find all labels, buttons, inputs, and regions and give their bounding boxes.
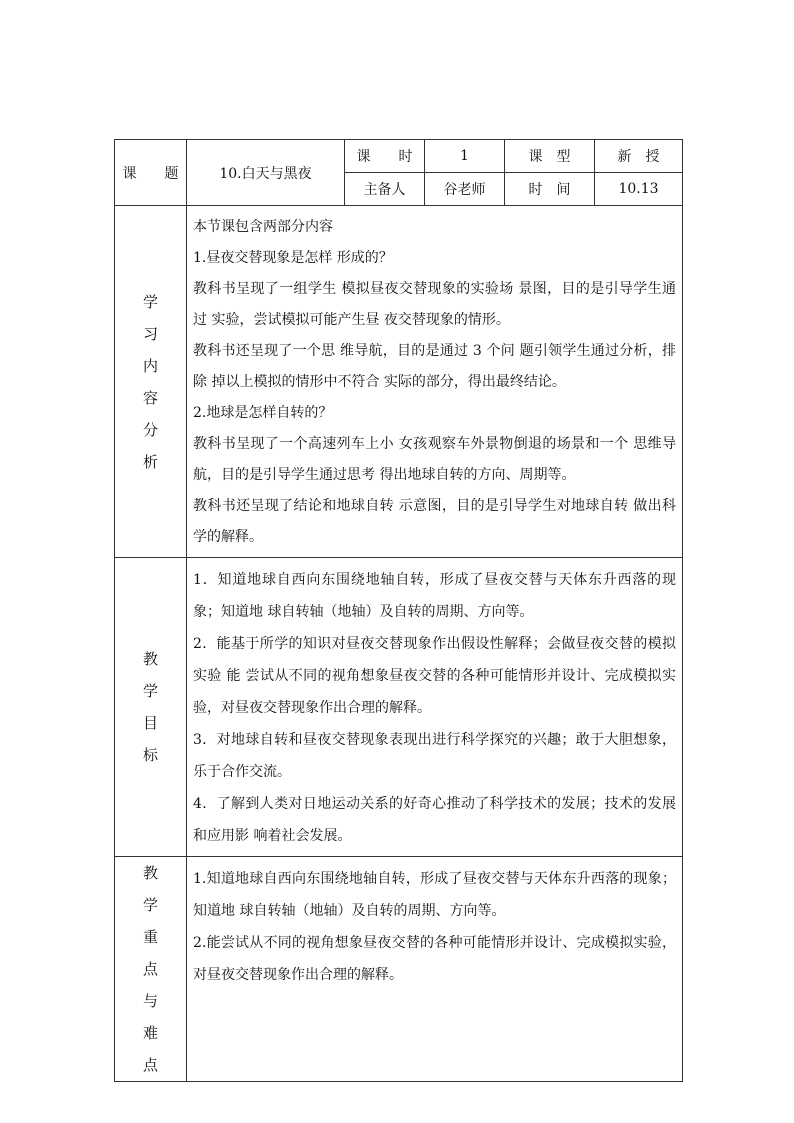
paragraph: 教科书呈现了一组学生 模拟昼夜交替现象的实验场 景图，目的是引导学生通过 实验，尝试模拟可能产生昼 夜交替现象的情形。 (193, 281, 676, 328)
time-label: 时 间 (505, 173, 595, 206)
section-key-points (115, 857, 683, 1082)
section-label-content-analysis: 学 习 内 容 分 析 (115, 206, 187, 558)
section-body-teaching-goals (187, 558, 683, 857)
lesson-plan-table (114, 139, 683, 1082)
section-body-content-analysis (187, 206, 683, 558)
paragraph: 1.昼夜交替现象是怎样 形成的？ (193, 250, 393, 266)
section-content-analysis (115, 206, 683, 558)
paragraph: 2．能基于所学的知识对昼夜交替现象作出假设性解释；会做昼夜交替的模拟实验 能 尝试从不同的视角想象昼夜交替的各种可能情形并设计、完成模拟实验，对昼夜交替现象作出合理的解释。 (193, 636, 676, 716)
paragraph: 本节课包含两部分内容 (193, 219, 333, 235)
paragraph: 4．了解到人类对日地运动关系的好奇心推动了科学技术的发展；技术的发展和应用影 响着社会发展。 (193, 796, 676, 844)
preparer-label: 主备人 (345, 173, 425, 206)
header-row-1 (115, 140, 683, 173)
type-value: 新 授 (595, 140, 683, 173)
paragraph: 教科书还呈现了一个思 维导航，目的是通过 3 个问 题引领学生通过分析，排除 掉以上模拟的情形中不符合 实际的部分，得出最终结论。 (193, 343, 676, 390)
paragraph: 3．对地球自转和昼夜交替现象表现出进行科学探究的兴趣；敢于大胆想象，乐于合作交流。 (193, 732, 676, 780)
paragraph: 教科书呈现了一个高速列车上小 女孩观察车外景物倒退的场景和一个 思维导航，目的是引导学生通过思考 得出地球自转的方向、周期等。 (193, 436, 676, 483)
paragraph: 1．知道地球自西向东围绕地轴自转，形成了昼夜交替与天体东升西落的现象；知道地 球自转轴（地轴）及自转的周期、方向等。 (193, 572, 676, 620)
time-value: 10.13 (595, 173, 683, 206)
section-teaching-goals (115, 558, 683, 857)
section-label-teaching-goals: 教 学 目 标 (115, 558, 187, 857)
topic-value: 10.白天与黑夜 (187, 140, 345, 206)
section-body-key-points (187, 857, 683, 1082)
paragraph: 2.能尝试从不同的视角想象昼夜交替的各种可能情形并设计、完成模拟实验，对昼夜交替现象作出合理的解释。 (193, 935, 676, 983)
preparer-value: 谷老师 (425, 173, 505, 206)
section-label-key-points: 教 学 重 点 与 难 点 (115, 857, 187, 1082)
period-label: 课 时 (345, 140, 425, 173)
period-value: 1 (425, 140, 505, 173)
type-label: 课 型 (505, 140, 595, 173)
paragraph: 1.知道地球自西向东围绕地轴自转，形成了昼夜交替与天体东升西落的现象；知道地 球自转轴（地轴）及自转的周期、方向等。 (193, 871, 676, 919)
paragraph: 教科书还呈现了结论和地球自转 示意图，目的是引导学生对地球自转 做出科学的解释。 (193, 498, 676, 545)
paragraph: 2.地球是怎样自转的？ (193, 405, 333, 421)
topic-label: 课 题 (115, 140, 187, 206)
